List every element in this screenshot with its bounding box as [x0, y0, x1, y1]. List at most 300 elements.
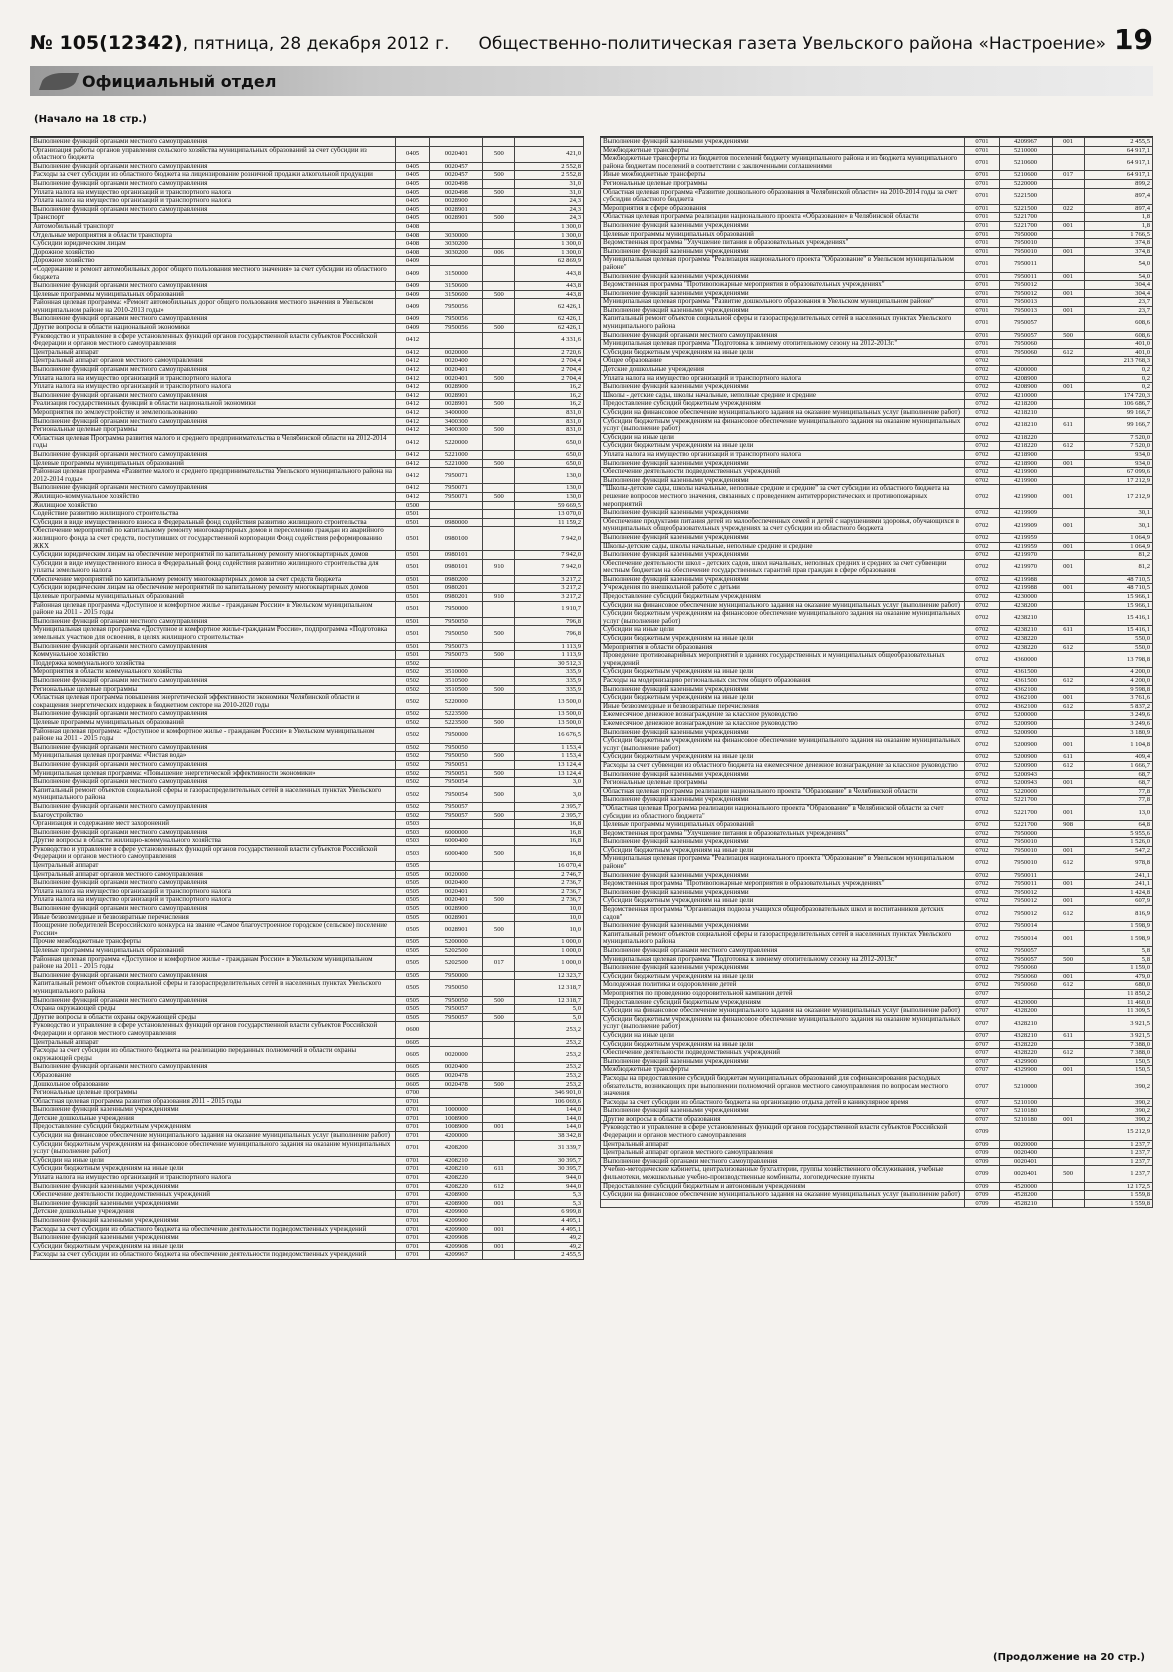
row-article-code: 4361500 — [999, 668, 1052, 677]
table-row — [31, 1038, 584, 1047]
row-expense-type — [483, 138, 515, 147]
row-article-code: 3150600 — [430, 290, 483, 299]
table-row — [601, 559, 1153, 575]
row-expense-type — [1052, 1040, 1084, 1049]
row-section-code: 0702 — [965, 955, 999, 964]
row-expense-type: 612 — [1052, 1049, 1084, 1058]
row-article-code: 4238210 — [999, 626, 1052, 635]
row-amount: 4 200,0 — [1084, 668, 1152, 677]
row-amount: 16,2 — [515, 391, 584, 400]
row-expense-type — [1052, 409, 1084, 418]
row-article-code: 4328200 — [999, 1007, 1052, 1016]
row-amount: 11 309,5 — [1084, 1007, 1152, 1016]
row-name: Выполнение функций органами местного самоуправления — [31, 484, 396, 493]
row-section-code: 0702 — [965, 719, 999, 728]
row-name: Уплата налога на имущество организаций и транспортного налога — [31, 374, 396, 383]
row-section-code: 0600 — [395, 1022, 429, 1038]
row-article-code: 0980100 — [430, 527, 483, 551]
row-expense-type — [1052, 1157, 1084, 1166]
row-name: Молодежная политика и оздоровление детей — [601, 981, 965, 990]
table-row — [601, 821, 1153, 830]
row-name: Субсидии на финансовое обеспечение муниципального задания на оказание муниципальных услуг (выполнение работ) — [601, 1191, 965, 1200]
row-amount: 7 942,0 — [515, 551, 584, 560]
row-article-code: 4219909 — [999, 517, 1052, 533]
row-expense-type: 500 — [483, 374, 515, 383]
row-amount: 30 512,3 — [515, 659, 584, 668]
row-expense-type: 001 — [1052, 930, 1084, 946]
table-row — [31, 1114, 584, 1123]
row-expense-type — [1052, 719, 1084, 728]
row-section-code: 0701 — [965, 306, 999, 315]
row-section-code: 0701 — [965, 204, 999, 213]
row-amount: 934,0 — [1084, 450, 1152, 459]
row-name: Учебно-методические кабинеты, централизованные бухгалтерии, группы хозяйственного обслуживания, учебные фильмотеки, межшкольные учебно-производственные комбинаты, логопедические пункты — [601, 1166, 965, 1182]
row-expense-type — [483, 778, 515, 787]
row-expense-type: 500 — [483, 769, 515, 778]
row-expense-type — [483, 409, 515, 418]
row-section-code: 0405 — [395, 205, 429, 214]
row-article-code — [430, 332, 483, 348]
row-amount: 390,2 — [1084, 1115, 1152, 1124]
row-name: Выполнение функций органами местного самоуправления — [601, 331, 965, 340]
table-row — [601, 575, 1153, 584]
row-section-code: 0409 — [395, 265, 429, 281]
row-name: Выполнение функций органами местного самоуправления — [31, 905, 396, 914]
row-name: Иные безвозмездные и безвозвратные перечисления — [31, 913, 396, 922]
table-row — [31, 922, 584, 938]
row-name: "Школы-детские сады, школы начальные, неполные средние и средние" за счет субсидии из областного бюджета на решение вопросов местного значения, связанных с проведением антитеррористических и противопожарных мероприятий — [601, 485, 965, 509]
table-row — [601, 652, 1153, 668]
table-row — [31, 1013, 584, 1022]
row-article-code: 7950000 — [999, 230, 1052, 239]
table-row — [601, 171, 1153, 180]
row-section-code: 0707 — [965, 1098, 999, 1107]
row-article-code: 0020498 — [430, 179, 483, 188]
row-name: Реализация государственных функций в области национальной экономики — [31, 400, 396, 409]
row-expense-type — [483, 802, 515, 811]
table-row — [31, 146, 584, 162]
row-amount: 608,6 — [1084, 331, 1152, 340]
row-name: Центральный аппарат — [31, 348, 396, 357]
row-expense-type — [483, 601, 515, 617]
row-section-code: 0502 — [395, 659, 429, 668]
row-expense-type — [483, 501, 515, 510]
table-row — [31, 518, 584, 527]
table-row — [31, 510, 584, 519]
row-name: Ежемесячное денежное вознаграждение за классное руководство — [601, 719, 965, 728]
section-banner — [30, 66, 1153, 96]
row-section-code: 0701 — [395, 1106, 429, 1115]
row-name: Выполнение функций казенными учреждениями — [601, 888, 965, 897]
row-article-code: 6000400 — [430, 845, 483, 861]
row-expense-type — [1052, 922, 1084, 931]
row-amount: 5 955,6 — [1084, 829, 1152, 838]
table-row — [31, 947, 584, 956]
row-expense-type — [483, 282, 515, 291]
row-expense-type — [483, 551, 515, 560]
row-article-code: 4362100 — [999, 694, 1052, 703]
row-section-code: 0502 — [395, 760, 429, 769]
table-row — [601, 635, 1153, 644]
table-row — [31, 179, 584, 188]
row-name: Субсидии на иные цели — [601, 626, 965, 635]
table-row — [601, 981, 1153, 990]
row-article-code: 4219970 — [999, 551, 1052, 560]
row-name: Межбюджетные трансферты — [601, 1066, 965, 1075]
table-row — [31, 1132, 584, 1141]
table-row — [601, 1031, 1153, 1040]
row-expense-type — [1052, 711, 1084, 720]
row-amount: 3 217,2 — [515, 593, 584, 602]
row-section-code: 0505 — [395, 996, 429, 1005]
row-amount: 12 323,7 — [515, 971, 584, 980]
table-row — [31, 1047, 584, 1063]
table-row — [31, 248, 584, 257]
row-section-code: 0505 — [395, 887, 429, 896]
row-amount: 10,0 — [515, 905, 584, 914]
row-article-code: 0020478 — [430, 1071, 483, 1080]
row-section-code: 0701 — [395, 1123, 429, 1132]
row-article-code: 4219970 — [999, 559, 1052, 575]
row-article-code: 7950071 — [430, 484, 483, 493]
row-amount: 17 212,9 — [1084, 485, 1152, 509]
row-expense-type: 500 — [483, 896, 515, 905]
row-amount: 15 966,1 — [1084, 593, 1152, 602]
row-name: Субсидии бюджетным учреждениям на финансовое обеспечение муниципального задания на оказание муниципальных услуг (выполнение работ) — [31, 1140, 396, 1156]
row-section-code: 0412 — [395, 357, 429, 366]
table-row — [601, 383, 1153, 392]
continued-to-note: (Продолжение на 20 стр.) — [993, 1652, 1145, 1663]
row-expense-type: 500 — [483, 290, 515, 299]
row-name: Ведомственная программа "Улучшение питания в образовательных учреждениях" — [601, 829, 965, 838]
row-name: Региональные целевые программы — [601, 179, 965, 188]
table-row — [601, 1049, 1153, 1058]
row-amount: 304,4 — [1084, 281, 1152, 290]
row-article-code: 4209908 — [430, 1242, 483, 1251]
row-name: Областная целевая программа «Развитие дошкольного образования в Челябинской области» на 2010-2014 годы за счет субсидии областного бюджета — [601, 188, 965, 204]
row-name: Выполнение функций органами местного самоуправления — [31, 710, 396, 719]
row-article-code: 6000000 — [430, 828, 483, 837]
row-article-code: 7950057 — [430, 1013, 483, 1022]
row-expense-type — [1052, 298, 1084, 307]
row-section-code: 0709 — [965, 1149, 999, 1158]
row-article-code: 5200900 — [999, 719, 1052, 728]
row-amount: 77,8 — [1084, 796, 1152, 805]
row-amount: 7 520,0 — [1084, 433, 1152, 442]
row-expense-type: 612 — [1052, 702, 1084, 711]
row-section-code: 0702 — [965, 770, 999, 779]
row-section-code: 0702 — [965, 643, 999, 652]
row-expense-type: 910 — [483, 559, 515, 575]
row-amount: 12 318,7 — [515, 996, 584, 1005]
table-row — [601, 1066, 1153, 1075]
row-article-code: 0980200 — [430, 575, 483, 584]
table-row — [31, 188, 584, 197]
table-row — [601, 955, 1153, 964]
row-section-code: 0702 — [965, 374, 999, 383]
row-name: Субсидии бюджетным учреждениям на иные цели — [601, 668, 965, 677]
row-expense-type: 001 — [1052, 542, 1084, 551]
row-article-code: 7950013 — [999, 306, 1052, 315]
row-article-code: 4238220 — [999, 635, 1052, 644]
row-article-code: 1000000 — [430, 1106, 483, 1115]
row-article-code: 0028901 — [430, 205, 483, 214]
row-section-code: 0701 — [395, 1199, 429, 1208]
row-amount: 944,0 — [515, 1174, 584, 1183]
row-amount: 7 388,0 — [1084, 1040, 1152, 1049]
table-row — [601, 668, 1153, 677]
row-name: Выполнение функций казенными учреждениями — [601, 770, 965, 779]
row-name: Субсидии бюджетным учреждениям на иные цели — [601, 348, 965, 357]
row-name: Субсидии на иные цели — [31, 1156, 396, 1165]
row-section-code: 0503 — [395, 820, 429, 829]
row-section-code: 0501 — [395, 593, 429, 602]
row-expense-type — [1052, 964, 1084, 973]
table-row — [31, 1165, 584, 1174]
row-expense-type — [1052, 575, 1084, 584]
row-section-code: 0702 — [965, 409, 999, 418]
row-name: Субсидии в виде имущественного взноса в Федеральный фонд содействия развитию жилищного строительства — [31, 518, 396, 527]
row-amount: 241,1 — [1084, 871, 1152, 880]
row-amount: 831,0 — [515, 417, 584, 426]
row-expense-type: 611 — [483, 1165, 515, 1174]
row-section-code: 0408 — [395, 248, 429, 257]
row-name: Выполнение функций органами местного самоуправления — [31, 743, 396, 752]
row-name: Организация работы органов управления сельского хозяйства муниципальных образований за счет субсидии из областного бюджета — [31, 146, 396, 162]
row-amount: 3 217,2 — [515, 584, 584, 593]
row-expense-type — [1052, 315, 1084, 331]
row-article-code: 7950051 — [430, 769, 483, 778]
row-amount: 10,0 — [515, 922, 584, 938]
row-expense-type — [1052, 1015, 1084, 1031]
row-section-code: 0502 — [395, 752, 429, 761]
row-article-code: 4208900 — [999, 374, 1052, 383]
row-name: Субсидии бюджетным учреждениям на иные цели — [601, 753, 965, 762]
row-section-code: 0505 — [395, 971, 429, 980]
row-article-code: 0980201 — [430, 584, 483, 593]
row-expense-type — [483, 947, 515, 956]
row-name: Расходы за счет субвенции из областного бюджета на ежемесячное денежное вознаграждение за классное руководство — [601, 761, 965, 770]
row-amount: 2 746,7 — [515, 870, 584, 879]
row-article-code: 5210000 — [999, 1074, 1052, 1098]
row-section-code: 0702 — [965, 450, 999, 459]
row-name: Детские дошкольные учреждения — [31, 1114, 396, 1123]
row-name: Образование — [31, 1071, 396, 1080]
table-row — [601, 155, 1153, 171]
row-expense-type — [483, 575, 515, 584]
row-amount: 2 704,4 — [515, 357, 584, 366]
row-name: Уплата налога на имущество организаций и транспортного налога — [31, 383, 396, 392]
row-expense-type: 500 — [483, 845, 515, 861]
row-article-code: 5221000 — [430, 459, 483, 468]
row-section-code: 0502 — [395, 718, 429, 727]
row-section-code: 0702 — [965, 652, 999, 668]
page-number: 19 — [1114, 23, 1153, 56]
row-expense-type: 908 — [1052, 821, 1084, 830]
row-article-code: 0020401 — [430, 896, 483, 905]
row-expense-type — [483, 162, 515, 171]
row-section-code: 0505 — [395, 947, 429, 956]
row-section-code: 0409 — [395, 282, 429, 291]
table-row — [601, 315, 1153, 331]
table-row — [31, 374, 584, 383]
table-row — [601, 702, 1153, 711]
row-article-code: 7950057 — [430, 811, 483, 820]
table-row — [31, 265, 584, 281]
row-expense-type — [483, 1174, 515, 1183]
row-name: Жилищное хозяйство — [31, 501, 396, 510]
row-expense-type — [1052, 230, 1084, 239]
row-amount: 1 910,7 — [515, 601, 584, 617]
table-row — [601, 551, 1153, 560]
row-article-code: 0020478 — [430, 1080, 483, 1089]
table-row — [601, 880, 1153, 889]
row-expense-type — [483, 383, 515, 392]
row-article-code: 4200000 — [999, 366, 1052, 375]
row-name: Районная целевая программа «Развитие малого и среднего предпринимательства Увельского муниципального района на 2012-2014 годы» — [31, 468, 396, 484]
row-amount: 7 388,0 — [1084, 1049, 1152, 1058]
row-name: Субсидии на финансовое обеспечение муниципального задания на оказание муниципальных услуг (выполнение работ) — [601, 1007, 965, 1016]
table-row — [31, 617, 584, 626]
row-name: Уплата налога на имущество организаций и транспортного налога — [31, 887, 396, 896]
row-expense-type — [483, 905, 515, 914]
row-article-code: 0020000 — [999, 1140, 1052, 1149]
table-row — [31, 1071, 584, 1080]
row-section-code: 0701 — [395, 1114, 429, 1123]
row-name: Муниципальная целевая программа "Развитие дошкольного образования в Увельском муниципальном районе" — [601, 298, 965, 307]
row-expense-type: 001 — [1052, 383, 1084, 392]
row-name: Субсидии юридическим лицам на обеспечение мероприятий по капитальному ремонту многоквартирных домов — [31, 584, 396, 593]
row-expense-type: 500 — [1052, 955, 1084, 964]
table-row — [31, 778, 584, 787]
row-name: Выполнение функций казенными учреждениями — [601, 922, 965, 931]
row-expense-type: 001 — [1052, 1066, 1084, 1075]
row-amount: 16 070,4 — [515, 862, 584, 871]
row-amount: 5,8 — [1084, 955, 1152, 964]
row-article-code: 5220000 — [430, 694, 483, 710]
row-name: Другие вопросы в области национальной экономики — [31, 324, 396, 333]
row-expense-type — [483, 1251, 515, 1260]
row-expense-type — [1052, 281, 1084, 290]
row-name: Учреждения по внешкольной работе с детьми — [601, 584, 965, 593]
table-row — [31, 222, 584, 231]
row-expense-type — [483, 1106, 515, 1115]
row-article-code: 0028900 — [430, 905, 483, 914]
table-row — [31, 559, 584, 575]
row-name: Центральный аппарат органов местного самоуправления — [601, 1149, 965, 1158]
row-amount: 816,9 — [1084, 906, 1152, 922]
row-expense-type — [483, 179, 515, 188]
row-name: Выполнение функций органами местного самоуправления — [31, 802, 396, 811]
row-expense-type: 001 — [1052, 272, 1084, 281]
row-expense-type — [483, 357, 515, 366]
row-expense-type — [1052, 685, 1084, 694]
row-expense-type — [483, 417, 515, 426]
row-expense-type: 612 — [1052, 442, 1084, 451]
row-article-code: 0980201 — [430, 593, 483, 602]
row-expense-type: 500 — [483, 996, 515, 1005]
row-expense-type: 001 — [483, 1242, 515, 1251]
row-amount: 67 099,6 — [1084, 468, 1152, 477]
row-section-code: 0501 — [395, 651, 429, 660]
row-amount: 479,0 — [1084, 972, 1152, 981]
row-section-code: 0702 — [965, 880, 999, 889]
row-amount: 335,9 — [515, 685, 584, 694]
row-name: Выполнение функций органами местного самоуправления — [31, 617, 396, 626]
row-amount: 150,5 — [1084, 1057, 1152, 1066]
row-amount: 2 455,5 — [515, 1251, 584, 1260]
row-article-code: 7950054 — [430, 778, 483, 787]
row-expense-type: 017 — [1052, 171, 1084, 180]
row-name: Школы-детские сады, школы начальные, неполные средние и средние — [601, 542, 965, 551]
row-article-code: 7950057 — [430, 1005, 483, 1014]
row-section-code: 0702 — [965, 442, 999, 451]
row-article-code: 3400300 — [430, 417, 483, 426]
table-row — [601, 677, 1153, 686]
row-section-code: 0702 — [965, 559, 999, 575]
table-row — [31, 913, 584, 922]
row-name: Капитальный ремонт объектов социальной сферы и газораспределительных сетей в населенных пунктах Увельского муниципального района — [31, 786, 396, 802]
table-row — [601, 542, 1153, 551]
row-expense-type: 500 — [483, 626, 515, 642]
row-amount: 24,3 — [515, 214, 584, 223]
table-row — [601, 804, 1153, 820]
row-article-code: 4218210 — [999, 417, 1052, 433]
table-row — [31, 1097, 584, 1106]
row-article-code: 5200000 — [999, 711, 1052, 720]
row-amount: 5,8 — [1084, 947, 1152, 956]
table-row — [31, 1080, 584, 1089]
row-section-code: 0702 — [965, 542, 999, 551]
row-amount: 650,0 — [515, 459, 584, 468]
row-section-code: 0702 — [965, 737, 999, 753]
table-row — [601, 450, 1153, 459]
table-row — [31, 1106, 584, 1115]
row-expense-type — [483, 1063, 515, 1072]
row-section-code: 0409 — [395, 324, 429, 333]
row-expense-type — [1052, 989, 1084, 998]
table-row — [31, 240, 584, 249]
row-amount: 1 237,7 — [1084, 1157, 1152, 1166]
row-section-code: 0702 — [965, 964, 999, 973]
row-expense-type — [1052, 1074, 1084, 1098]
row-section-code: 0702 — [965, 400, 999, 409]
row-amount: 796,8 — [515, 617, 584, 626]
row-section-code: 0702 — [965, 391, 999, 400]
row-name: Региональные целевые программы — [31, 1089, 396, 1098]
table-row — [601, 711, 1153, 720]
row-name: Обеспечение продуктами питания детей из малообеспеченных семей и детей с нарушениями здоровья, обучающихся в муниципальных общеобразовательных учреждениях за счет субсидии из областного бюджета — [601, 517, 965, 533]
row-article-code: 4528210 — [999, 1199, 1052, 1208]
row-article-code: 0028901 — [430, 922, 483, 938]
row-name: Выполнение функций органами местного самоуправления — [31, 162, 396, 171]
row-expense-type: 001 — [1052, 247, 1084, 256]
row-amount: 335,9 — [515, 668, 584, 677]
row-name: Субсидии бюджетным учреждениям на иные цели — [601, 635, 965, 644]
table-row — [31, 162, 584, 171]
row-section-code: 0702 — [965, 357, 999, 366]
table-row — [601, 846, 1153, 855]
table-row — [31, 324, 584, 333]
row-expense-type: 001 — [1052, 737, 1084, 753]
row-name: Мероприятия в области образования — [601, 643, 965, 652]
row-amount: 17 212,9 — [1084, 476, 1152, 485]
row-article-code: 4208220 — [430, 1182, 483, 1191]
row-amount: 15 416,1 — [1084, 626, 1152, 635]
row-article-code — [430, 138, 483, 147]
table-row — [31, 905, 584, 914]
row-article-code: 4219988 — [999, 575, 1052, 584]
